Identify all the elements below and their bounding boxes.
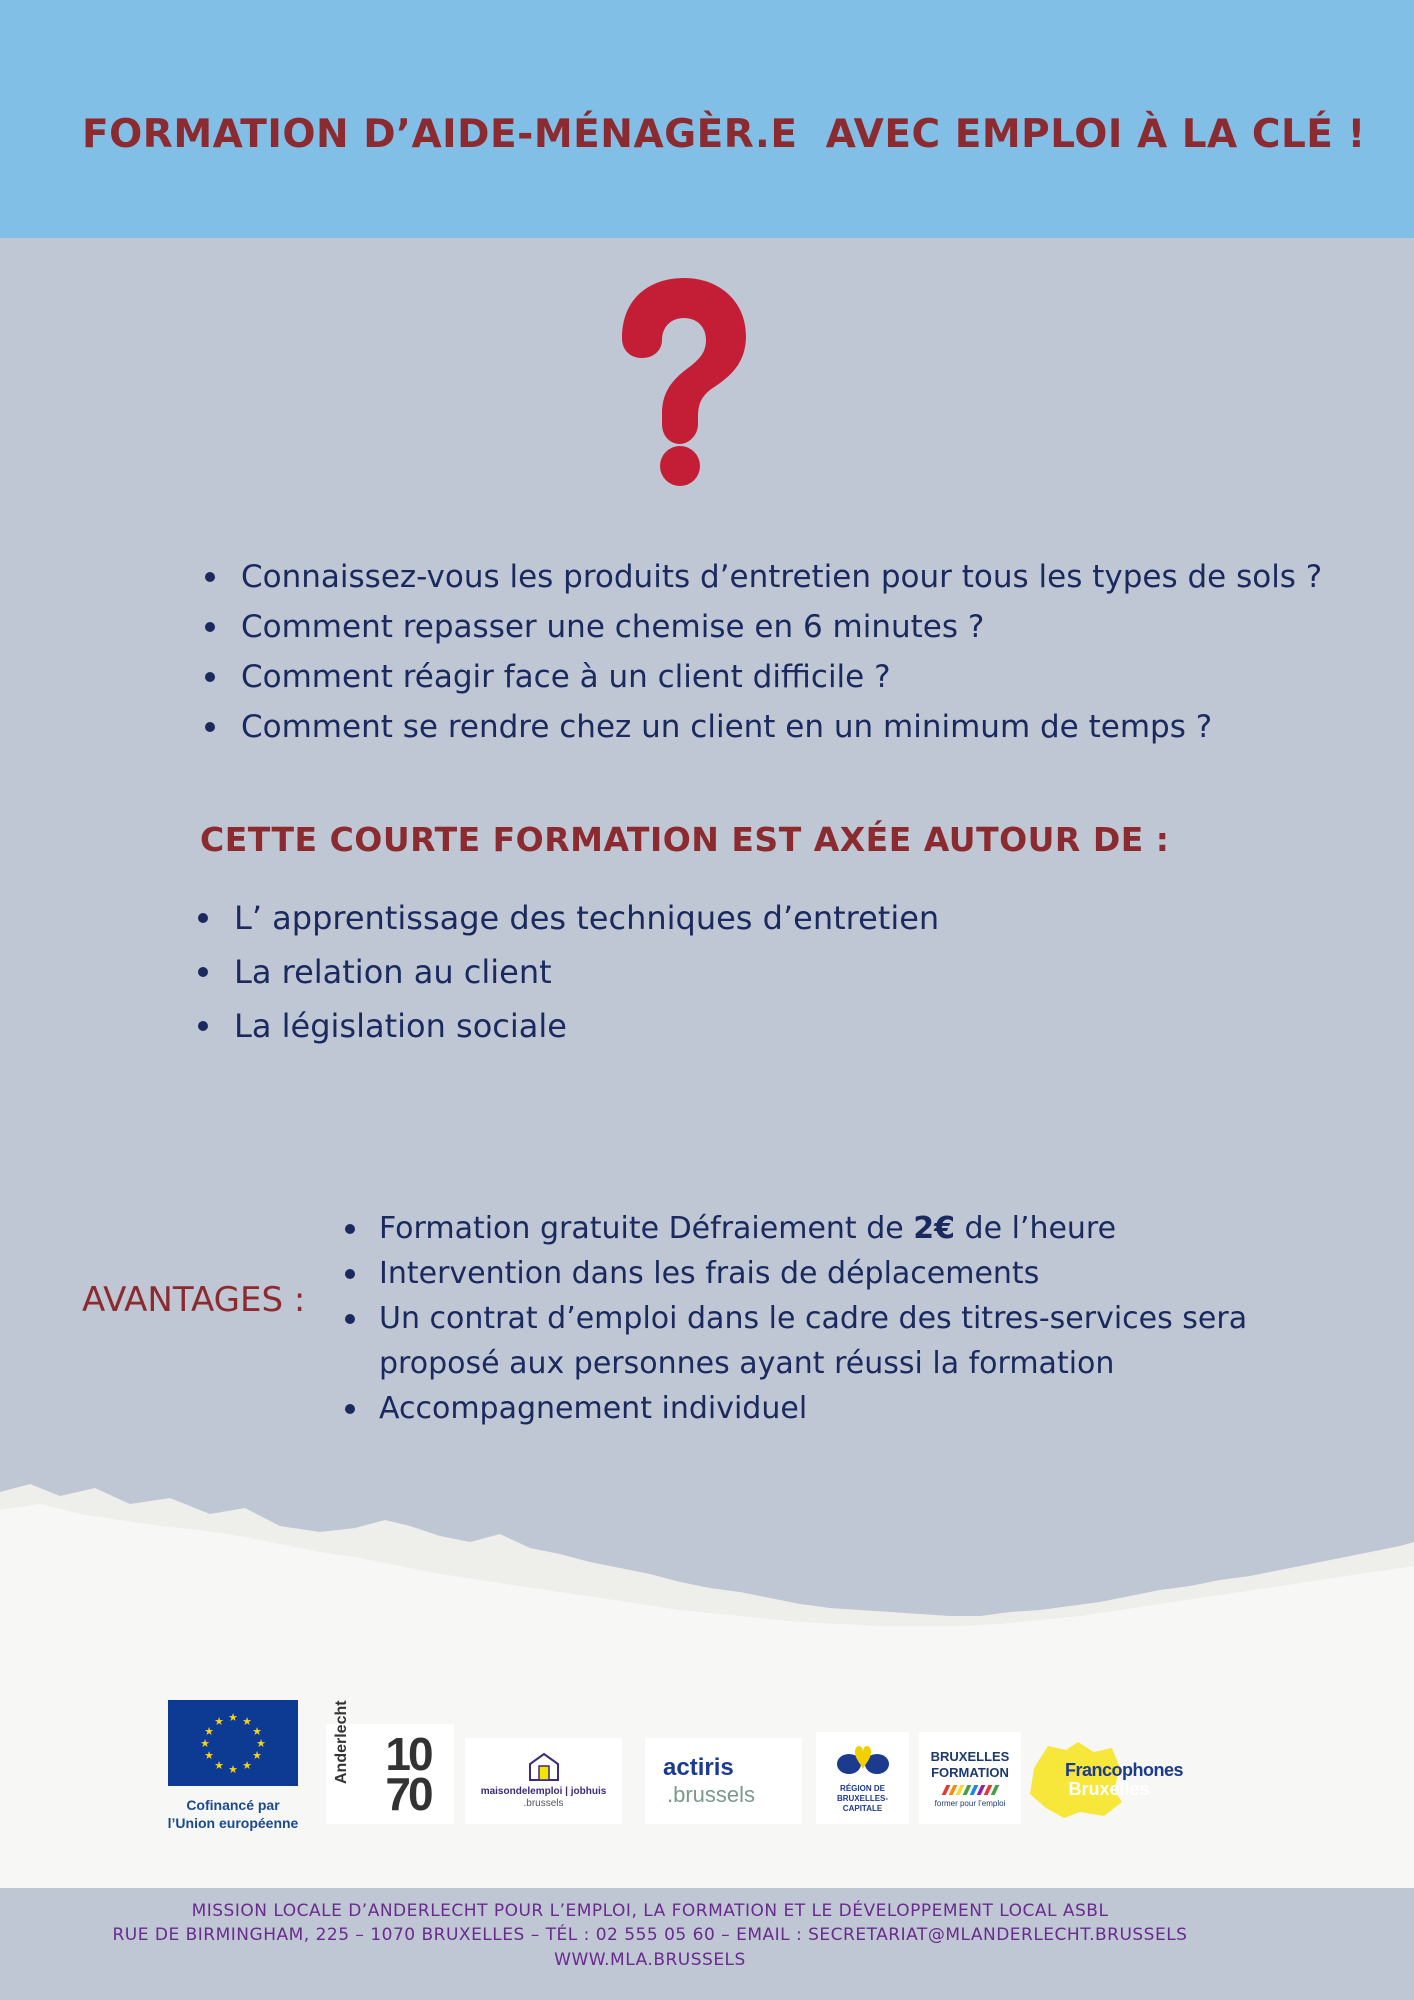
- footer-contact: RUE DE BIRMINGHAM, 225 – 1070 BRUXELLES – TÉL : 02 555 05 60 – EMAIL : SECRETARIAT@MLANDERLECHT.BRUSSELS: [112, 1925, 1188, 1945]
- mde-name: maisondelemploi | jobhuis: [480, 1786, 607, 1797]
- actiris-logo: [645, 1738, 802, 1824]
- bxlform-line: BRUXELLES: [930, 1748, 1010, 1764]
- advantage-text: Formation gratuite Défraiement de: [379, 1211, 914, 1246]
- region-bruxelles-logo: [816, 1732, 909, 1824]
- list-item: [345, 1206, 1345, 1251]
- advantage-amount: 2€: [913, 1211, 955, 1246]
- anderlecht-logo: [326, 1700, 454, 1824]
- maisondelemploi-logo: [465, 1738, 622, 1824]
- eu-flag-icon: [168, 1700, 298, 1786]
- svg-text:★: ★: [242, 1715, 252, 1728]
- list-item: Comment se rendre chez un client en un minimum de temps ?: [205, 702, 1322, 752]
- svg-text:★: ★: [256, 1737, 266, 1750]
- color-stripes-icon: [944, 1785, 997, 1795]
- anderlecht-number-top: 10: [385, 1728, 431, 1780]
- svg-text:★: ★: [242, 1759, 252, 1772]
- list-item: La relation au client: [198, 945, 939, 999]
- francophones-word: Francophones: [1064, 1760, 1183, 1780]
- anderlecht-word: Anderlecht: [333, 1700, 350, 1784]
- bxlform-tagline: former pour l’emploi: [934, 1798, 1006, 1808]
- svg-text:★: ★: [200, 1737, 210, 1750]
- advantages-list: [345, 1206, 1345, 1431]
- list-item: Comment réagir face à un client difficile ?: [205, 652, 1322, 702]
- svg-text:★: ★: [214, 1759, 224, 1772]
- mde-text: [481, 1786, 607, 1810]
- eu-caption-line: l’Union européenne: [167, 1815, 299, 1831]
- bxlform-title: [931, 1749, 1010, 1781]
- iris-flower-icon: [835, 1742, 891, 1780]
- svg-text:★: ★: [252, 1725, 262, 1738]
- eu-caption: [168, 1796, 299, 1832]
- bxlform-line: FORMATION: [931, 1764, 1009, 1780]
- house-icon: [527, 1752, 561, 1782]
- eu-logo: [160, 1700, 306, 1845]
- question-mark-icon: [600, 268, 760, 488]
- list-item: Connaissez-vous les produits d’entretien pour tous les types de sols ?: [205, 552, 1322, 602]
- svg-text:★: ★: [252, 1749, 262, 1762]
- eu-caption-line: Cofinancé par: [186, 1797, 280, 1813]
- training-heading: CETTE COURTE FORMATION EST AXÉE AUTOUR DE :: [200, 820, 1170, 859]
- anderlecht-number-bottom: 70: [385, 1768, 431, 1820]
- footer-website: WWW.MLA.BRUSSELS: [554, 1950, 746, 1970]
- topic-list: [198, 891, 939, 1053]
- question-list: [205, 552, 1322, 752]
- svg-text:★: ★: [214, 1715, 224, 1728]
- list-item: La législation sociale: [198, 999, 939, 1053]
- svg-text:★: ★: [228, 1763, 238, 1776]
- list-item: Un contrat d’emploi dans le cadre des titres-services sera proposé aux personnes ayant réussi la formation: [345, 1296, 1345, 1386]
- svg-text:★: ★: [228, 1711, 238, 1724]
- region-line: RÉGION DE: [840, 1784, 885, 1793]
- francophones-bruxelles-logo: [1024, 1734, 1184, 1824]
- mde-domain: .brussels: [523, 1798, 564, 1809]
- list-item: Intervention dans les frais de déplacements: [345, 1251, 1345, 1296]
- list-item: Accompagnement individuel: [345, 1386, 1345, 1431]
- footer-organization: MISSION LOCALE D’ANDERLECHT POUR L’EMPLOI, LA FORMATION ET LE DÉVELOPPEMENT LOCAL ASBL: [191, 1901, 1109, 1921]
- partner-logos: [0, 1690, 1414, 1850]
- svg-text:★: ★: [204, 1725, 214, 1738]
- bruxelles-formation-logo: [919, 1732, 1021, 1824]
- list-item: L’ apprentissage des techniques d’entretien: [198, 891, 939, 945]
- list-item: Comment repasser une chemise en 6 minutes ?: [205, 602, 1322, 652]
- region-text: [837, 1784, 888, 1814]
- page-title: FORMATION D’AIDE-MÉNAGÈR.E AVEC EMPLOI À LA CLÉ !: [82, 112, 1366, 157]
- bruxelles-word: Bruxelles: [1068, 1779, 1150, 1799]
- region-line: BRUXELLES-: [836, 1794, 889, 1803]
- svg-text:★: ★: [204, 1749, 214, 1762]
- actiris-domain: .brussels: [667, 1782, 756, 1807]
- anderlecht-number: [385, 1728, 431, 1820]
- advantage-text: de l’heure: [955, 1211, 1117, 1246]
- advantages-label: AVANTAGES :: [82, 1280, 306, 1320]
- region-line: CAPITALE: [842, 1804, 883, 1813]
- actiris-name: actiris: [653, 1754, 734, 1782]
